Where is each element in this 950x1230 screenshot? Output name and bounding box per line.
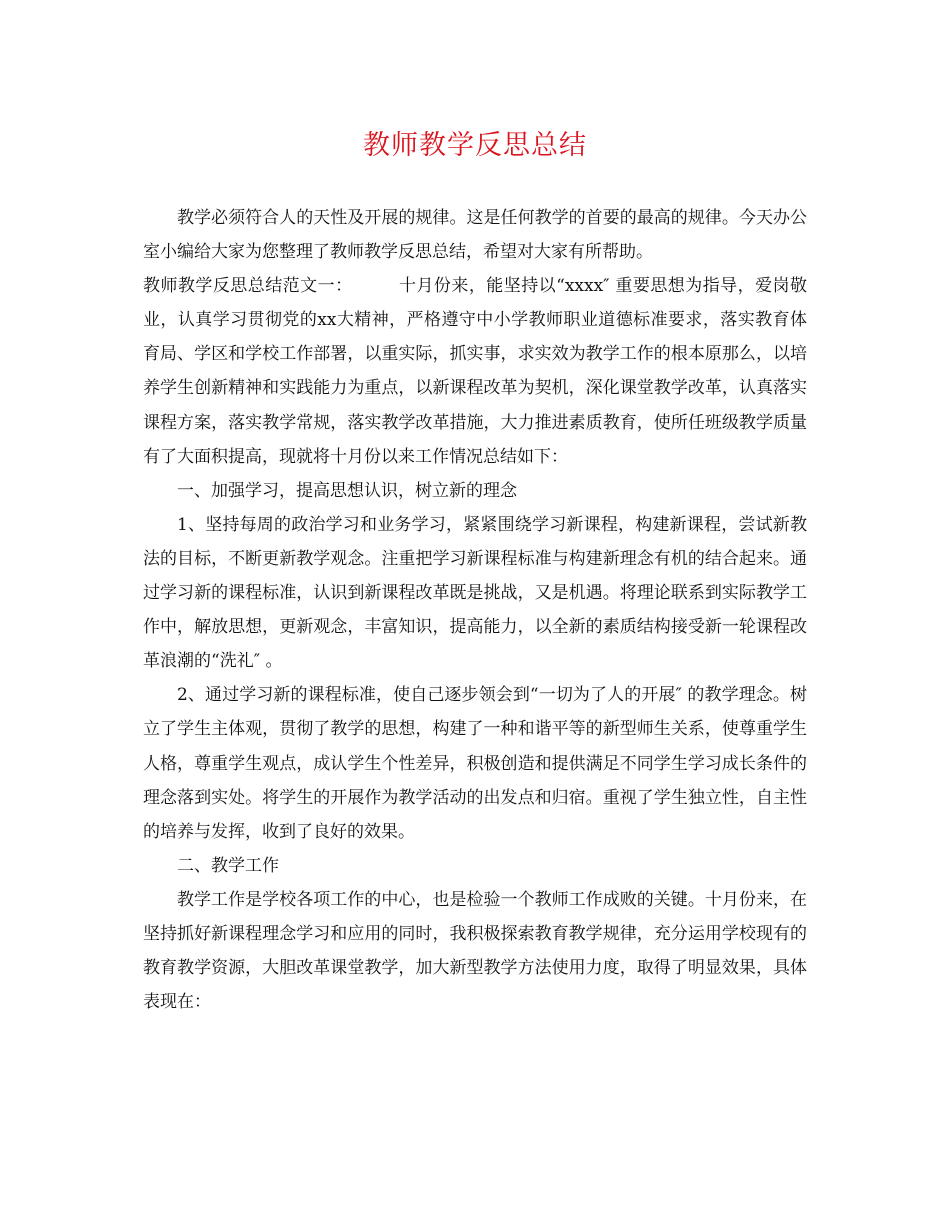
intro-paragraph: 教学必须符合人的天性及开展的规律。这是任何教学的首要的最高的规律。今天办公室小编给大家为您整理了教师教学反思总结，希望对大家有所帮助。 [143,208,807,263]
document-body [143,201,807,1019]
section-heading-2: 二、教学工作 [177,855,279,876]
sample-label: 教师教学反思总结范文一： [143,276,353,297]
section-heading-1: 一、加强学习，提高思想认识，树立新的理念 [177,480,517,501]
sample-text: 十月份来，能坚持以“xxxx″ 重要思想为指导，爱岗敬业，认真学习贯彻党的xx大精神，严格遵守中小学教师职业道德标准要求，落实教育体育局、学区和学校工作部署，以重实际，抓实事，求实效为教学工作的根本原那么，以培养学生创新精神和实践能力为重点，以新课程改革为契机，深化课堂教学改革，认真落实课程方案，落实教学常规，落实教学改革措施，大力推进素质教育，使所任班级教学质量有了大面积提高，现就将十月份以来工作情况总结如下： [143,276,807,467]
body-paragraph-2: 2、通过学习新的课程标准，使自己逐步领会到“一切为了人的开展″ 的教学理念。树立了学生主体观，贯彻了教学的思想，构建了一种和谐平等的新型师生关系，使尊重学生人格，尊重学生观点，成认学生个性差异，积极创造和提供满足不同学生学习成长条件的理念落到实处。将学生的开展作为教学活动的出发点和归宿。重视了学生独立性，自主性的培养与发挥，收到了良好的效果。 [143,685,807,842]
body-paragraph-3: 教学工作是学校各项工作的中心，也是检验一个教师工作成败的关键。十月份来，在坚持抓好新课程理念学习和应用的同时，我积极探索教育教学规律，充分运用学校现有的教育教学资源，大胆改革课堂教学，加大新型教学方法使用力度，取得了明显效果，具体表现在： [143,889,807,1013]
body-paragraph-1: 1、坚持每周的政治学习和业务学习，紧紧围绕学习新课程，构建新课程，尝试新教法的目标，不断更新教学观念。注重把学习新课程标准与构建新理念有机的结合起来。通过学习新的课程标准，认识到新课程改革既是挑战，又是机遇。将理论联系到实际教学工作中，解放思想，更新观念，丰富知识，提高能力，以全新的素质结构接受新一轮课程改革浪潮的“洗礼″ 。 [143,514,807,672]
document-title: 教师教学反思总结 [363,130,587,161]
sample-paragraph [143,269,807,474]
